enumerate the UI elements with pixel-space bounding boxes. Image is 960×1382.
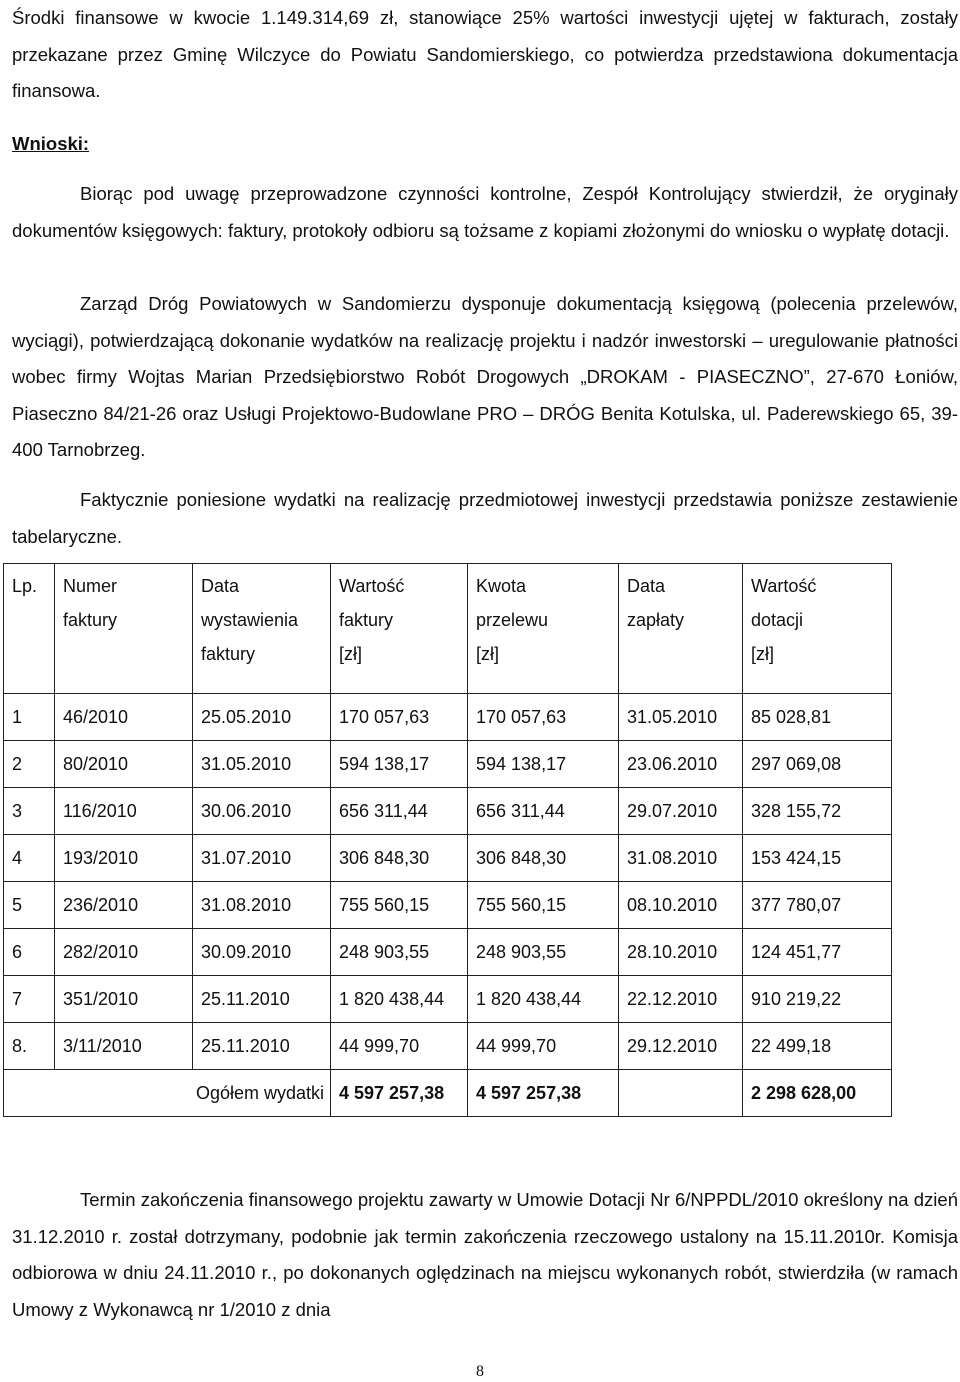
- header-transfer-amount: Kwota przelewu [zł]: [468, 564, 619, 694]
- total-subsidy-value: 2 298 628,00: [743, 1070, 892, 1117]
- cell-issue-date: 25.11.2010: [193, 1023, 331, 1070]
- total-transfer-amount: 4 597 257,38: [468, 1070, 619, 1117]
- cell-issue-date: 25.05.2010: [193, 694, 331, 741]
- table-row: [4, 929, 892, 976]
- cell-invoice-value: 44 999,70: [331, 1023, 468, 1070]
- cell-issue-date: 30.06.2010: [193, 788, 331, 835]
- cell-invoice-number: 116/2010: [55, 788, 193, 835]
- cell-payment-date: 22.12.2010: [619, 976, 743, 1023]
- paragraph-funds-transfer: Środki finansowe w kwocie 1.149.314,69 zł, stanowiące 25% wartości inwestycji ujętej w fakturach, zostały przekazane przez Gminę Wilczyce do Powiatu Sandomierskiego, co potwierdza przedstawiona dokumentacja finansowa.: [12, 7, 958, 101]
- cell-invoice-number: 3/11/2010: [55, 1023, 193, 1070]
- cell-payment-date: 08.10.2010: [619, 882, 743, 929]
- cell-payment-date: 23.06.2010: [619, 741, 743, 788]
- table-row: [4, 741, 892, 788]
- header-subsidy-value: Wartość dotacji [zł]: [743, 564, 892, 694]
- total-label: Ogółem wydatki: [4, 1070, 331, 1117]
- cell-transfer-amount: 170 057,63: [468, 694, 619, 741]
- cell-invoice-number: 351/2010: [55, 976, 193, 1023]
- cell-invoice-number: 80/2010: [55, 741, 193, 788]
- cell-invoice-value: 594 138,17: [331, 741, 468, 788]
- cell-invoice-value: 656 311,44: [331, 788, 468, 835]
- cell-transfer-amount: 1 820 438,44: [468, 976, 619, 1023]
- header-invoice-number: Numer faktury: [55, 564, 193, 694]
- table-row: [4, 788, 892, 835]
- cell-lp: 1: [4, 694, 55, 741]
- cell-transfer-amount: 44 999,70: [468, 1023, 619, 1070]
- header-lp: Lp.: [4, 564, 55, 694]
- cell-transfer-amount: 248 903,55: [468, 929, 619, 976]
- table-header-row: [4, 564, 892, 694]
- cell-lp: 5: [4, 882, 55, 929]
- cell-invoice-number: 236/2010: [55, 882, 193, 929]
- total-invoice-value: 4 597 257,38: [331, 1070, 468, 1117]
- page-number: 8: [476, 1363, 484, 1380]
- cell-subsidy-value: 124 451,77: [743, 929, 892, 976]
- cell-issue-date: 25.11.2010: [193, 976, 331, 1023]
- cell-subsidy-value: 22 499,18: [743, 1023, 892, 1070]
- cell-lp: 4: [4, 835, 55, 882]
- cell-invoice-number: 193/2010: [55, 835, 193, 882]
- cell-invoice-number: 282/2010: [55, 929, 193, 976]
- paragraph-inspection-findings: Biorąc pod uwagę przeprowadzone czynności kontrolne, Zespół Kontrolujący stwierdził, że oryginały dokumentów księgowych: faktury, protokoły odbioru są tożsame z kopiami złożonymi do wniosku o wypłatę dotacji.: [12, 183, 958, 241]
- cell-payment-date: 28.10.2010: [619, 929, 743, 976]
- cell-issue-date: 31.05.2010: [193, 741, 331, 788]
- header-invoice-value: Wartość faktury [zł]: [331, 564, 468, 694]
- paragraph-accounting-documentation: Zarząd Dróg Powiatowych w Sandomierzu dysponuje dokumentacją księgową (polecenia przelewów, wyciągi), potwierdzającą dokonanie wydatków na realizację projektu i nadzór inwestorski – uregulowanie płatności wobec firmy Wojtas Marian Przedsiębiorstwo Robót Drogowych „DROKAM - PIASECZNO”, 27-670 Łoniów, Piaseczno 84/21-26 oraz Usługi Projektowo-Budowlane PRO – DRÓG Benita Kotulska, ul. Paderewskiego 65, 39-400 Tarnobrzeg.: [12, 293, 958, 460]
- cell-invoice-value: 1 820 438,44: [331, 976, 468, 1023]
- cell-transfer-amount: 306 848,30: [468, 835, 619, 882]
- header-issue-date: Data wystawienia faktury: [193, 564, 331, 694]
- cell-invoice-number: 46/2010: [55, 694, 193, 741]
- cell-invoice-value: 170 057,63: [331, 694, 468, 741]
- cell-lp: 8.: [4, 1023, 55, 1070]
- cell-invoice-value: 306 848,30: [331, 835, 468, 882]
- cell-lp: 6: [4, 929, 55, 976]
- cell-invoice-value: 755 560,15: [331, 882, 468, 929]
- table-row: [4, 1023, 892, 1070]
- cell-invoice-value: 248 903,55: [331, 929, 468, 976]
- cell-subsidy-value: 377 780,07: [743, 882, 892, 929]
- cell-subsidy-value: 297 069,08: [743, 741, 892, 788]
- cell-lp: 2: [4, 741, 55, 788]
- cell-transfer-amount: 755 560,15: [468, 882, 619, 929]
- cell-transfer-amount: 594 138,17: [468, 741, 619, 788]
- cell-payment-date: 31.08.2010: [619, 835, 743, 882]
- paragraph-project-deadline: Termin zakończenia finansowego projektu zawarty w Umowie Dotacji Nr 6/NPPDL/2010 określony na dzień 31.12.2010 r. został dotrzymany, podobnie jak termin zakończenia rzeczowego ustalony na 15.11.2010r. Komisja odbiorowa w dniu 24.11.2010 r., po dokonanych oględzinach na miejscu wykonanych robót, stwierdziła (w ramach Umowy z Wykonawcą nr 1/2010 z dnia: [12, 1189, 958, 1320]
- cell-subsidy-value: 910 219,22: [743, 976, 892, 1023]
- cell-issue-date: 31.08.2010: [193, 882, 331, 929]
- total-payment-date: [619, 1070, 743, 1117]
- cell-lp: 3: [4, 788, 55, 835]
- cell-payment-date: 31.05.2010: [619, 694, 743, 741]
- cell-subsidy-value: 153 424,15: [743, 835, 892, 882]
- header-payment-date: Data zapłaty: [619, 564, 743, 694]
- cell-lp: 7: [4, 976, 55, 1023]
- table-total-row: [4, 1070, 892, 1117]
- heading-conclusions: Wnioski:: [12, 133, 90, 154]
- table-row: [4, 835, 892, 882]
- table-row: [4, 694, 892, 741]
- cell-payment-date: 29.07.2010: [619, 788, 743, 835]
- cell-payment-date: 29.12.2010: [619, 1023, 743, 1070]
- cell-issue-date: 30.09.2010: [193, 929, 331, 976]
- cell-transfer-amount: 656 311,44: [468, 788, 619, 835]
- table-row: [4, 882, 892, 929]
- paragraph-table-intro: Faktycznie poniesione wydatki na realizację przedmiotowej inwestycji przedstawia poniższe zestawienie tabelaryczne.: [12, 489, 958, 547]
- table-row: [4, 976, 892, 1023]
- cell-issue-date: 31.07.2010: [193, 835, 331, 882]
- expenses-table: [3, 563, 892, 1117]
- cell-subsidy-value: 328 155,72: [743, 788, 892, 835]
- cell-subsidy-value: 85 028,81: [743, 694, 892, 741]
